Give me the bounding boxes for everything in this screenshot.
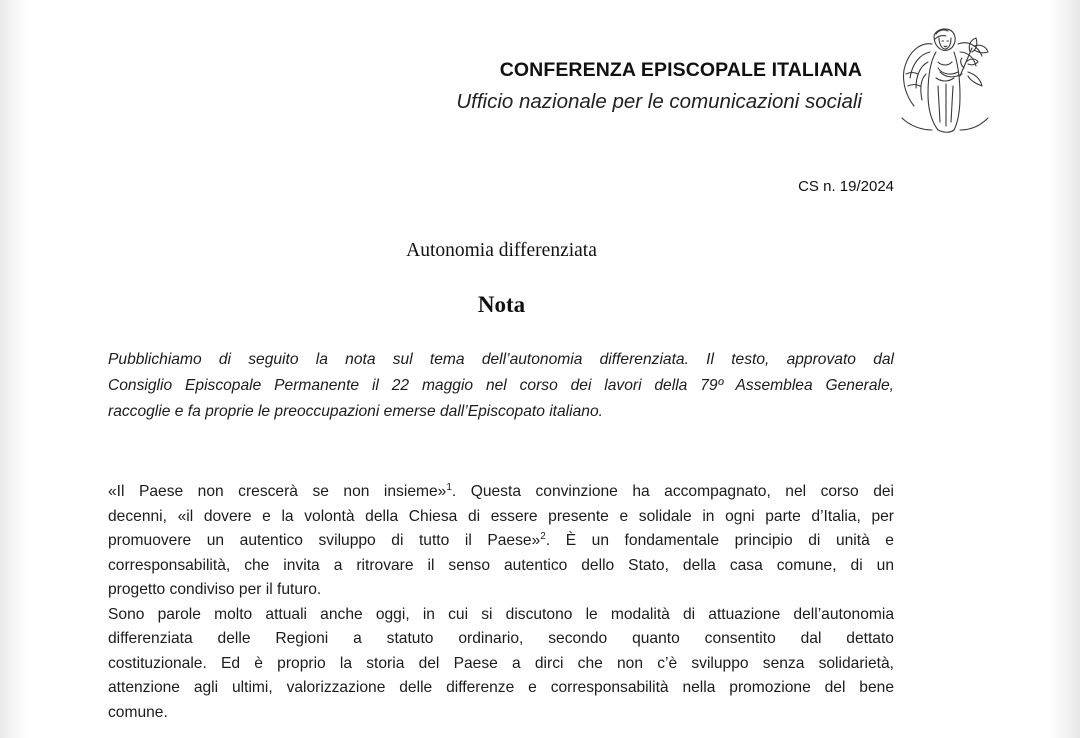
footnote-marker: 1 bbox=[446, 481, 452, 493]
quote-text: promuovere un autentico sviluppo di tutto il Paese» bbox=[108, 532, 541, 549]
body-text-fragment: . È un fondamentale principio di unità e bbox=[545, 532, 894, 549]
body-line: costituzionale. Ed è proprio la storia del Paese a dirci che non c’è sviluppo senza solidarietà, bbox=[108, 654, 894, 672]
intro-paragraph bbox=[108, 347, 894, 425]
body-text bbox=[108, 480, 894, 725]
body-line: attenzione agli ultimi, valorizzazione delle differenze e corresponsabilità nella promozione del bene bbox=[108, 679, 894, 696]
document-topic: Autonomia differenziata bbox=[406, 240, 597, 261]
body-line: progetto condiviso per il futuro. bbox=[108, 581, 322, 598]
body-line: decenni, «il dovere e la volontà della Chiesa di essere presente e solidale in ogni parte d’Italia, per bbox=[108, 507, 894, 525]
body-line: corresponsabilità, che invita a ritrovare il senso autentico dello Stato, della casa comune, di un bbox=[108, 556, 894, 574]
body-line: Sono parole molto attuali anche oggi, in cui si discutono le modalità di attuazione dell’autonomia bbox=[108, 605, 894, 623]
body-line: comune. bbox=[108, 703, 168, 721]
body-line bbox=[108, 480, 894, 505]
organization-name: CONFERENZA EPISCOPALE ITALIANA bbox=[499, 59, 862, 81]
body-line: differenziata delle Regioni a statuto ordinario, secondo quanto consentito dal dettato bbox=[108, 630, 894, 647]
intro-line: Consiglio Episcopale Permanente il 22 maggio nel corso dei lavori della 79º Assemblea Generale, bbox=[108, 377, 894, 394]
office-name: Ufficio nazionale per le comunicazioni sociali bbox=[456, 90, 862, 113]
body-text-fragment: . Questa convinzione ha accompagnato, nel corso dei bbox=[451, 483, 894, 500]
document-heading: Nota bbox=[477, 292, 526, 317]
quote-text: «Il Paese non crescerà se non insieme» bbox=[108, 483, 447, 500]
intro-line: Pubblichiamo di seguito la nota sul tema dell’autonomia differenziata. Il testo, approvato dal bbox=[108, 351, 894, 368]
document-number: CS n. 19/2024 bbox=[798, 178, 894, 195]
angel-logo-icon bbox=[898, 22, 994, 134]
intro-line: raccoglie e fa proprie le preoccupazioni emerse dall’Episcopato italiano. bbox=[108, 403, 603, 420]
footnote-marker: 2 bbox=[540, 530, 546, 542]
body-line bbox=[108, 529, 894, 554]
